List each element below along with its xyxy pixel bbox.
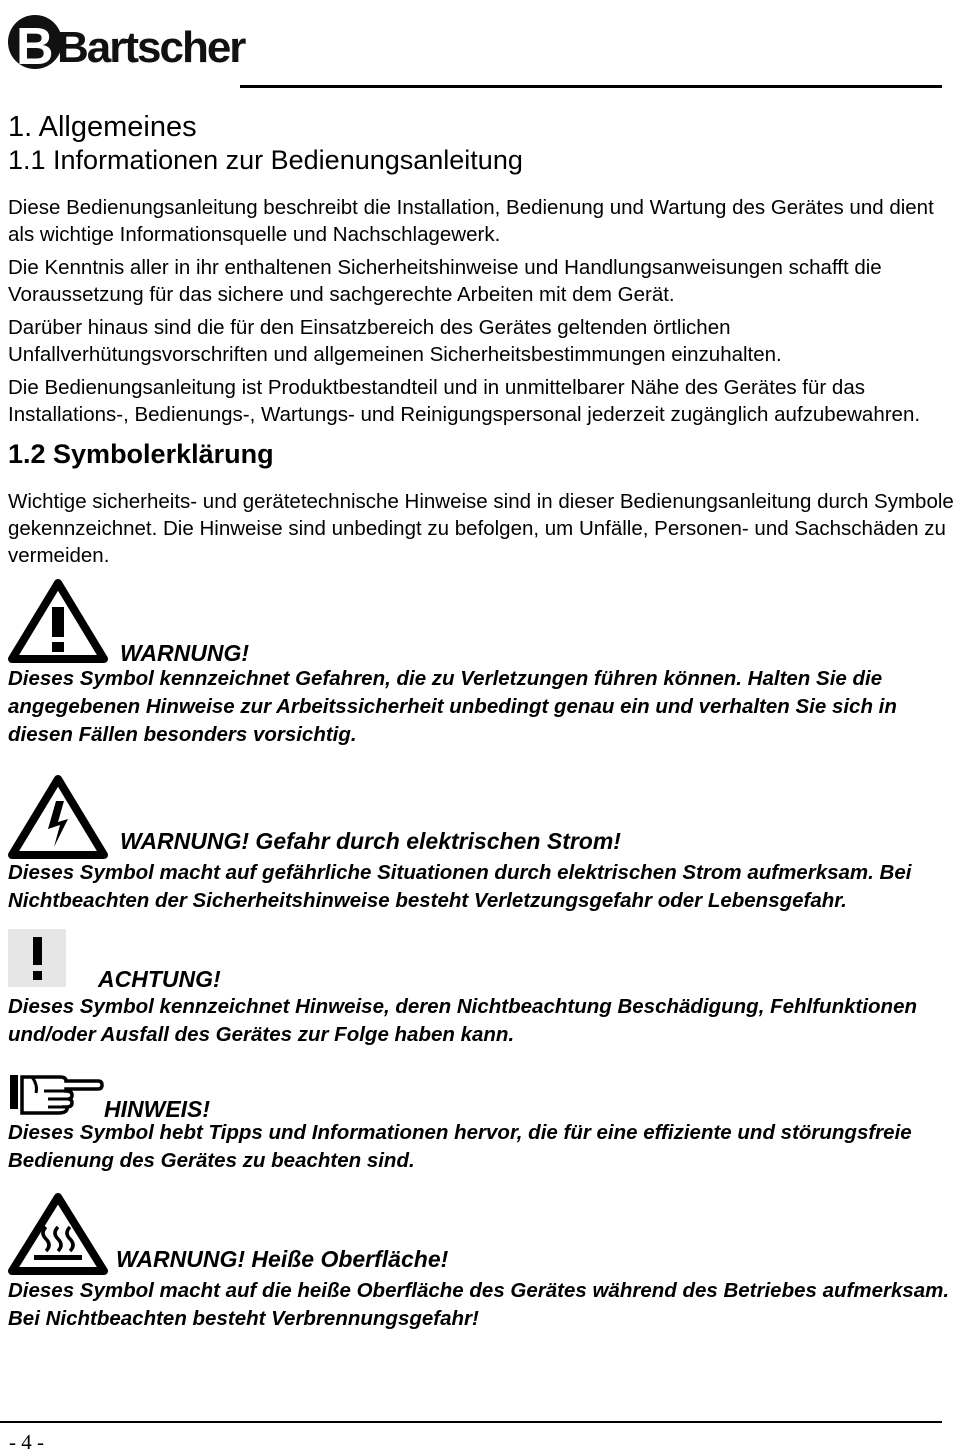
symbol-block: [8, 1069, 956, 1122]
subsection-title: 1.1 Informationen zur Bedienungsanleitung: [8, 145, 523, 175]
footer-rule: [0, 1421, 942, 1423]
symbol-description: Dieses Symbol macht auf die heiße Oberfläche des Gerätes während des Betriebes aufmerksam. Bei Nichtbeachten besteht Verbrennungsgefahr!: [8, 1279, 950, 1330]
svg-text:B: B: [16, 18, 54, 76]
symbol-description: Dieses Symbol kennzeichnet Hinweise, deren Nichtbeachtung Beschädigung, Fehlfunktionen und/oder Ausfall des Gerätes zur Folge haben kann.: [8, 995, 917, 1046]
symbol-description: Dieses Symbol kennzeichnet Gefahren, die zu Verletzungen führen können. Halten Sie die angegebenen Hinweise zur Arbeitssicherheit unbedingt genau ein und verhalten Sie sich in diesen Fällen besonders vorsichtig.: [8, 667, 897, 746]
symbol-block: [8, 929, 956, 993]
page-header: [0, 0, 960, 90]
symbol-block: [8, 1193, 956, 1277]
logo-text: Bartscher: [57, 23, 245, 72]
symbol-label: WARNUNG! Gefahr durch elektrischen Strom!: [120, 828, 621, 854]
exclamation-box-icon: [8, 929, 68, 989]
paragraph: Die Kenntnis aller in ihr enthaltenen Sicherheitshinweise und Handlungsanweisungen schafft die Voraussetzung für das sichere und sachgerechte Arbeiten mit dem Gerät.: [8, 256, 882, 306]
symbol-label: WARNUNG!: [120, 640, 250, 666]
subsection-title: 1.2 Symbolerklärung: [8, 439, 274, 469]
symbol-block: [8, 775, 956, 859]
section-title: 1. Allgemeines: [8, 111, 197, 143]
page-content: [8, 110, 956, 1333]
paragraph: Darüber hinaus sind die für den Einsatzbereich des Gerätes geltenden örtlichen Unfallverhütungsvorschriften und allgemeinen Sicherheitsbestimmungen einzuhalten.: [8, 316, 782, 366]
logo-mark-icon: [7, 2, 245, 76]
symbol-label: HINWEIS!: [104, 1096, 211, 1122]
paragraph: Diese Bedienungsanleitung beschreibt die Installation, Bedienung und Wartung des Gerätes und dient als wichtige Informationsquelle und Nachschlagewerk.: [8, 196, 934, 246]
symbol-description: Dieses Symbol hebt Tipps und Informationen hervor, die für eine effiziente und störungsfreie Bedienung des Gerätes zu beachten sind.: [8, 1121, 912, 1172]
hot-surface-icon: [8, 1193, 108, 1275]
header-rule: [240, 85, 942, 88]
symbol-label: WARNUNG! Heiße Oberfläche!: [116, 1246, 449, 1272]
pointing-hand-icon: [8, 1069, 104, 1117]
page-number: - 4 -: [9, 1430, 44, 1454]
symbol-block: [8, 579, 956, 665]
symbol-description: Dieses Symbol macht auf gefährliche Situationen durch elektrischen Strom aufmerksam. Bei Nichtbeachten der Sicherheitshinweise besteht Verletzungsgefahr oder Lebensgefahr.: [8, 861, 912, 912]
paragraph: Wichtige sicherheits- und gerätetechnische Hinweise sind in dieser Bedienungsanleitung durch Symbole gekennzeichnet. Die Hinweise sind unbedingt zu befolgen, um Unfälle, Personen- und Sachschäden zu vermeiden.: [8, 490, 954, 567]
warning-triangle-icon: [8, 579, 108, 663]
electric-shock-icon: [8, 775, 108, 859]
bartscher-logo: [7, 2, 245, 76]
symbol-label: ACHTUNG!: [98, 966, 221, 992]
paragraph: Die Bedienungsanleitung ist Produktbestandteil und in unmittelbarer Nähe des Gerätes für das Installations-, Bedienungs-, Wartungs- und Reinigungspersonal jederzeit zugänglich aufzubewahren.: [8, 376, 921, 426]
